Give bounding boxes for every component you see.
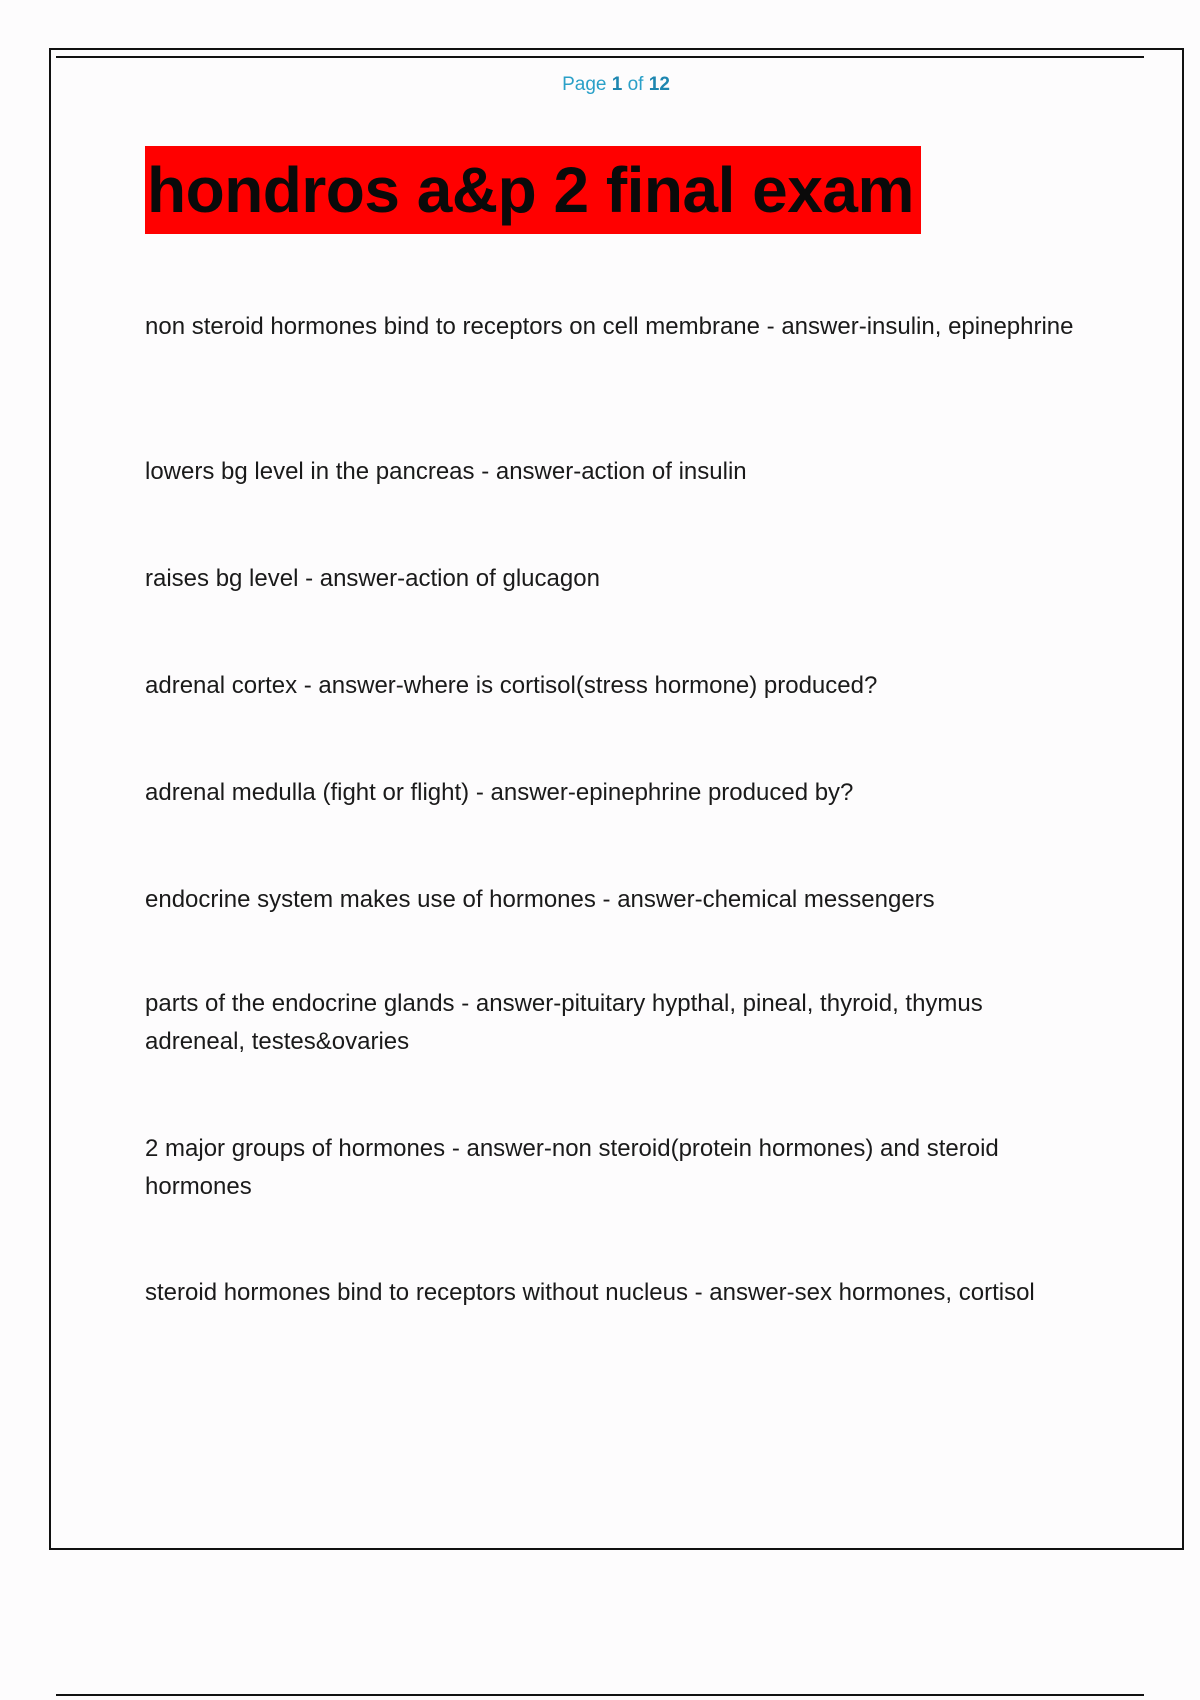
qa-item: non steroid hormones bind to receptors on cell membrane - answer-insulin, epinephrine	[145, 313, 1074, 340]
qa-item: adrenal medulla (fight or flight) - answer-epinephrine produced by?	[145, 779, 854, 806]
document-title: hondros a&p 2 final exam	[147, 154, 914, 226]
page-label: Page	[562, 74, 607, 95]
qa-item: steroid hormones bind to receptors without nucleus - answer-sex hormones, cortisol	[145, 1279, 1035, 1306]
qa-item: 2 major groups of hormones - answer-non steroid(protein hormones) and steroid hormones	[145, 1135, 999, 1200]
page-of: of	[627, 74, 644, 95]
page-total: 12	[648, 74, 670, 95]
page-number	[0, 74, 1200, 96]
bottom-rule	[56, 1694, 1144, 1696]
qa-item: endocrine system makes use of hormones - answer-chemical messengers	[145, 886, 935, 913]
qa-item: parts of the endocrine glands - answer-pituitary hypthal, pineal, thyroid, thymus adreneal, testes&ovaries	[145, 990, 983, 1055]
qa-item: adrenal cortex - answer-where is cortisol(stress hormone) produced?	[145, 672, 878, 699]
page-current: 1	[611, 74, 623, 95]
qa-item: raises bg level - answer-action of glucagon	[145, 565, 600, 592]
title-highlight	[145, 146, 921, 234]
qa-item: lowers bg level in the pancreas - answer-action of insulin	[145, 458, 747, 485]
